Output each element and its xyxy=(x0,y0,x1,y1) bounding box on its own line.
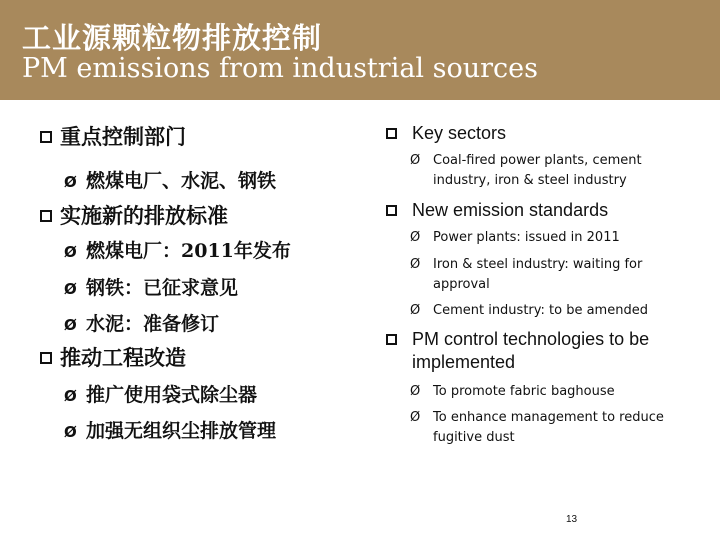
left-item-iron-steel: Ø 钢铁：已征求意见 xyxy=(64,277,239,299)
arrow-bullet-icon: Ø xyxy=(64,173,77,191)
left-heading-standards: 实施新的排放标准 xyxy=(40,200,228,230)
slide-title-chinese: 工业源颗粒物排放控制 xyxy=(22,21,323,55)
title-bar xyxy=(0,0,720,100)
left-heading-control-tech: 推动工程改造 xyxy=(40,342,186,372)
arrow-bullet-icon: Ø xyxy=(410,410,421,425)
arrow-bullet-icon: Ø xyxy=(64,243,77,261)
arrow-bullet-icon: Ø xyxy=(64,280,77,298)
hollow-square-icon xyxy=(40,131,52,143)
right-item-cement: Ø Cement industry: to be amended xyxy=(410,301,700,321)
arrow-bullet-icon: Ø xyxy=(64,316,77,334)
right-item-fugitive-dust: Ø To enhance management to reduce fugitive dust xyxy=(410,410,664,445)
right-heading-standards: New emission standards xyxy=(386,199,706,222)
left-item-fugitive-dust: Ø 加强无组织尘排放管理 xyxy=(64,420,277,442)
arrow-bullet-icon: Ø xyxy=(410,384,421,399)
left-item-key-sectors: Ø 燃煤电厂、水泥、钢铁 xyxy=(64,170,277,192)
right-heading-key-sectors: Key sectors xyxy=(386,122,706,145)
left-item-baghouse: Ø 推广使用袋式除尘器 xyxy=(64,384,258,406)
right-item-power-plants: Ø Power plants: issued in 2011 xyxy=(410,228,700,248)
arrow-bullet-icon: Ø xyxy=(410,230,421,245)
hollow-square-icon xyxy=(40,352,52,364)
arrow-bullet-icon: Ø xyxy=(410,303,421,318)
right-item-baghouse: Ø To promote fabric baghouse xyxy=(410,382,700,402)
left-item-power-plants: Ø 燃煤电厂：2011年发布 xyxy=(64,240,291,262)
arrow-bullet-icon: Ø xyxy=(64,387,77,405)
page-number: 13 xyxy=(566,514,578,525)
hollow-square-icon xyxy=(386,205,397,216)
right-item-iron-steel: Ø Iron & steel industry: waiting for approval xyxy=(410,257,643,292)
right-item-key-sectors: Ø Coal-fired power plants, cement industry, iron & steel industry xyxy=(410,153,642,188)
arrow-bullet-icon: Ø xyxy=(64,423,77,441)
hollow-square-icon xyxy=(40,210,52,222)
arrow-bullet-icon: Ø xyxy=(410,153,421,168)
arrow-bullet-icon: Ø xyxy=(410,257,421,272)
left-heading-key-sectors: 重点控制部门 xyxy=(40,121,186,151)
hollow-square-icon xyxy=(386,128,397,139)
left-item-cement: Ø 水泥：准备修订 xyxy=(64,313,220,335)
hollow-square-icon xyxy=(386,334,397,345)
slide-title-english: PM emissions from industrial sources xyxy=(22,53,539,84)
right-heading-control-tech: PM control technologies to be implemented xyxy=(386,328,706,374)
